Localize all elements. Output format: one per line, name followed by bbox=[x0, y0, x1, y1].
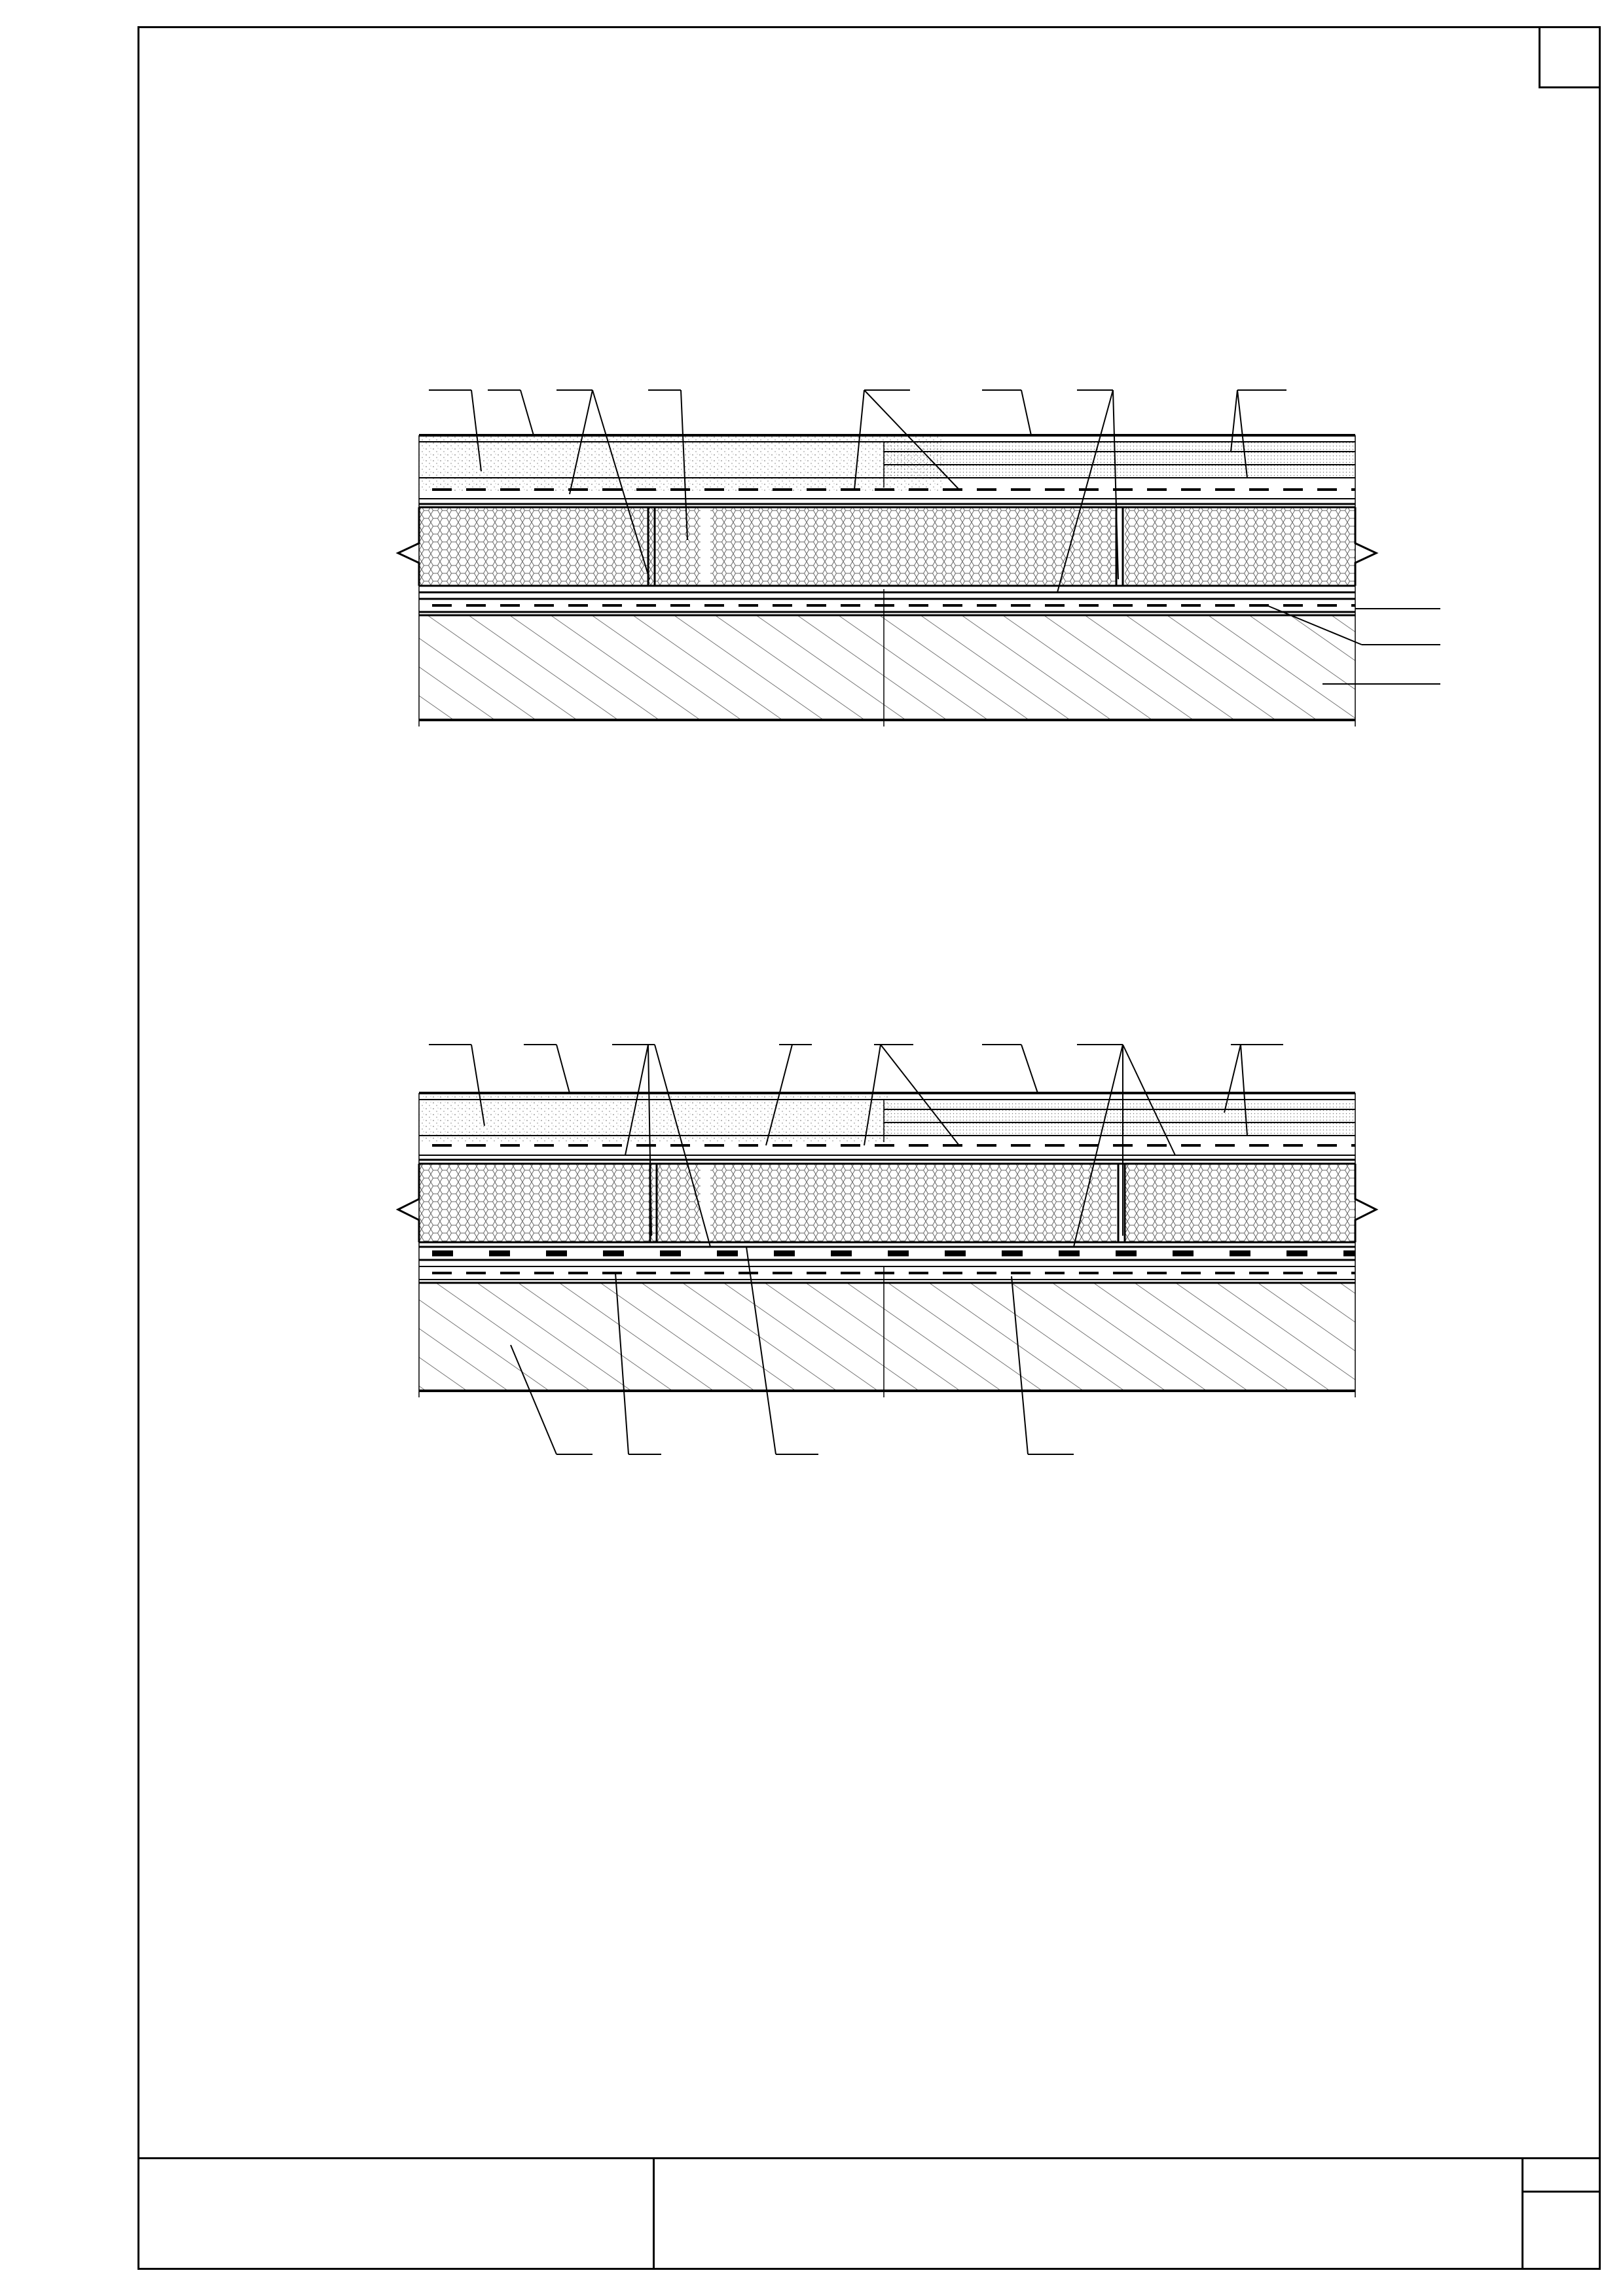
title-block-org bbox=[655, 2159, 1523, 2270]
title-block-sheet bbox=[1523, 2159, 1599, 2270]
sheet-number bbox=[1523, 2192, 1599, 2270]
title-block-name bbox=[137, 2159, 655, 2270]
title-block bbox=[137, 2157, 1601, 2270]
sheet-label bbox=[1523, 2159, 1599, 2193]
section-top bbox=[398, 390, 1440, 726]
section-bottom bbox=[398, 1045, 1376, 1454]
